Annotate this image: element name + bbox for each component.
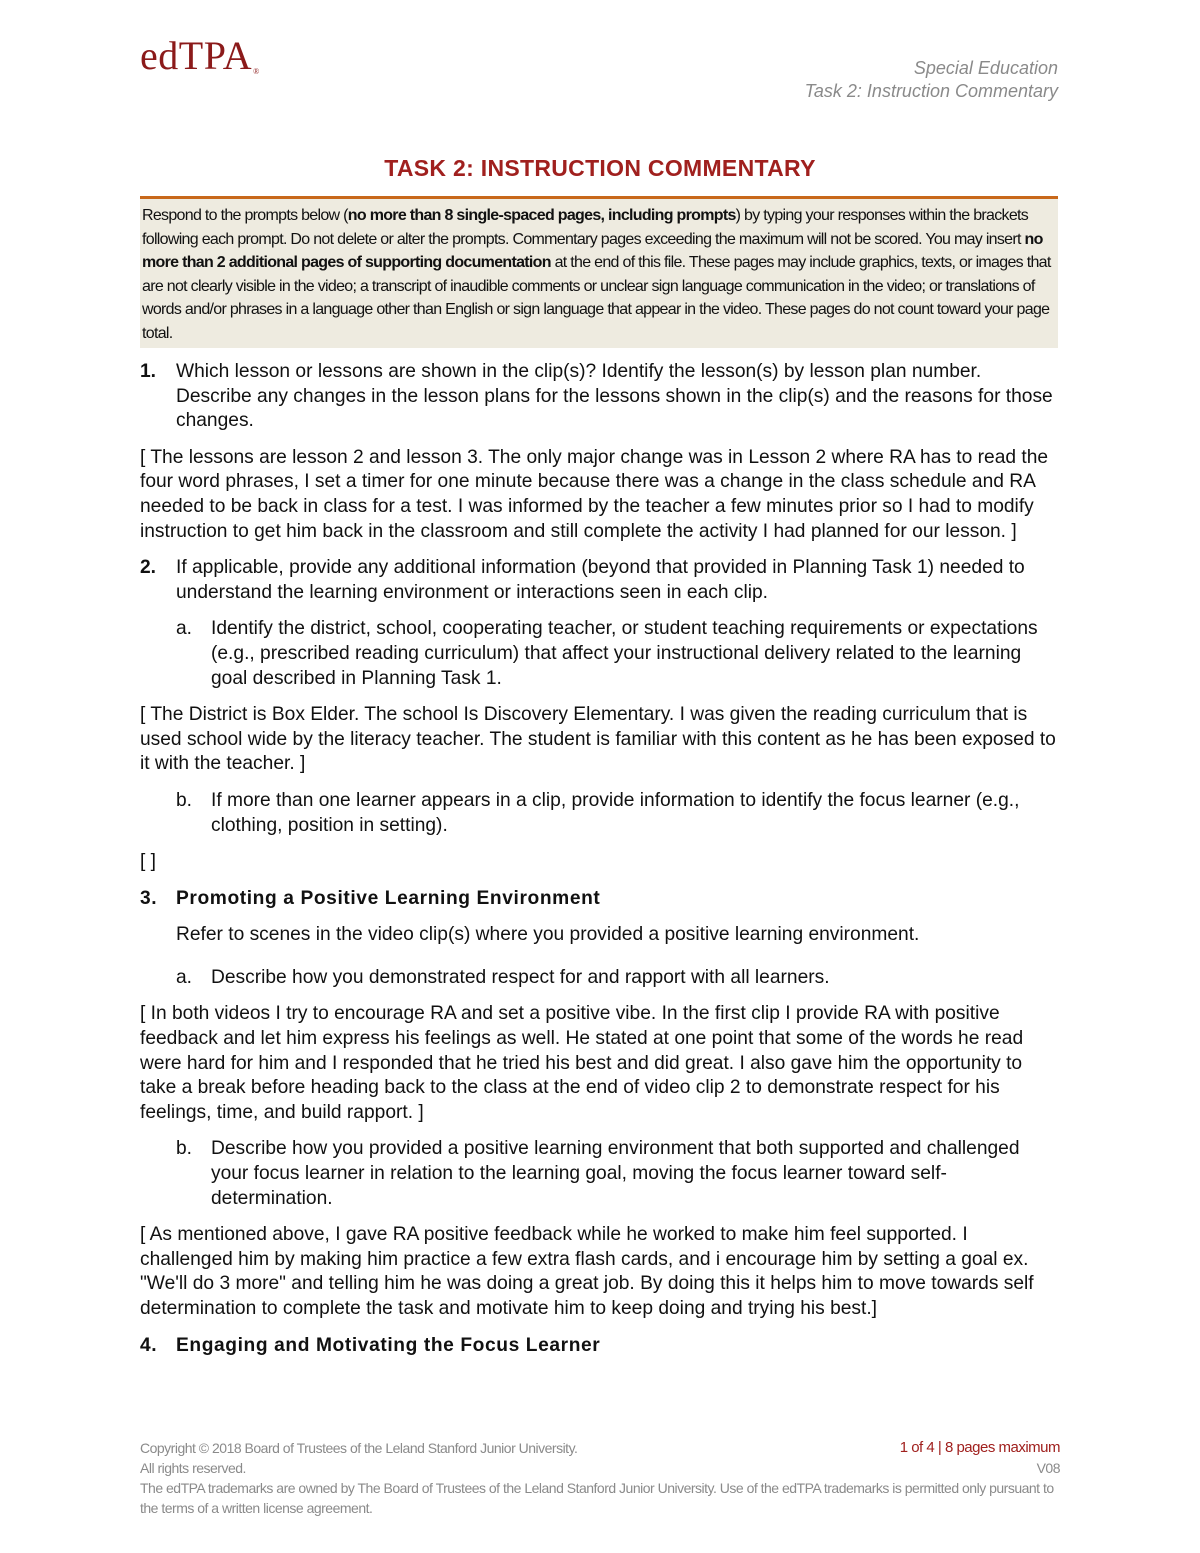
response-2b[interactable]: [ ] (140, 851, 156, 873)
edtpa-logo (140, 33, 260, 78)
response-1[interactable]: [ The lessons are lesson 2 and lesson 3. The only major change was in Lesson 2 where RA has to read the four word phrases, I set a timer for one minute because there was a change in the class schedule and RA needed to be back in class for a test. I was informed by the teacher a few minutes prior so I had to modify instruction to get him back in the classroom and still complete the activity I had planned for our lesson. ] (140, 446, 1049, 542)
logo-text: edTPA (140, 33, 253, 78)
footer-right (900, 1438, 1060, 1478)
footer-copyright: Copyright © 2018 Board of Trustees of the Leland Stanford Junior University. (140, 1440, 578, 1456)
prompt-number: 2. (140, 557, 157, 579)
subprompt-text: Identify the district, school, cooperating teacher, or student teaching requirements or expectations (e.g., prescribed reading curriculum) that affect your instructional delivery related to the learning goal described in Planning Task 1. (211, 618, 1038, 689)
prompt-3-intro: Refer to scenes in the video clip(s) where you provided a positive learning environment. (176, 924, 920, 946)
subprompt-text: If more than one learner appears in a clip, provide information to identify the focus learner (e.g., clothing, position in setting). (211, 789, 1020, 836)
logo-trademark: ® (253, 67, 260, 76)
response-2a[interactable]: [ The District is Box Elder. The school Is Discovery Elementary. I was given the reading curriculum that is used school wide by the literacy teacher. The student is familiar with this content as he has been exposed to it with the teacher. ] (140, 704, 1056, 775)
commentary-body (140, 360, 1060, 1370)
prompt-heading: Promoting a Positive Learning Environment (176, 887, 601, 909)
subprompt-letter: a. (176, 966, 193, 988)
page-footer (140, 1438, 1060, 1518)
page-title: TASK 2: INSTRUCTION COMMENTARY (384, 155, 816, 181)
version-label: V08 (1036, 1460, 1060, 1476)
prompt-2a (140, 617, 1060, 691)
page-count: 1 of 4 | 8 pages maximum (899, 1439, 1060, 1456)
prompt-4 (140, 1334, 1060, 1359)
prompt-3 (140, 887, 1060, 912)
subprompt-letter: a. (176, 618, 193, 640)
header-task: Task 2: Instruction Commentary (804, 81, 1058, 101)
instructions-text-2: ) by typing your responses within the brackets following each prompt. Do not delete or alter the prompts. Commentary pages exceeding the maximum will not be scored. You may insert (142, 207, 1029, 248)
response-3a[interactable]: [ In both videos I try to encourage RA and set a positive vibe. In the first clip I provide RA with positive feedback and let him express his feelings as well. He stated at one point that some of the words he read were hard for him and I responded that he tried his best and did great. I also gave him the opportunity to take a break before heading back to the class at the end of video clip 2 to demonstrate respect for his feelings, time, and build rapport. ] (140, 1003, 1024, 1123)
footer-trademark: The edTPA trademarks are owned by The Board of Trustees of the Leland Stanford Junior University. Use of the edTPA trademarks is permitted only pursuant to the terms of a written license agreement. (140, 1480, 1054, 1516)
instructions-box (140, 196, 1058, 348)
instructions-bold-1: no more than 8 single-spaced pages, including prompts (347, 207, 736, 224)
subprompt-letter: b. (176, 1138, 193, 1160)
prompt-1 (140, 360, 1060, 434)
prompt-number: 4. (140, 1334, 158, 1356)
prompt-number: 3. (140, 887, 158, 909)
instructions-bold-2: no more than 2 additional pages of supporting documentation (142, 230, 1043, 272)
prompt-3b (140, 1137, 1060, 1211)
prompt-text: Which lesson or lessons are shown in the clip(s)? Identify the lesson(s) by lesson plan number. Describe any changes in the lesson plans for the lessons shown in the clip(s) and the reasons for those changes. (176, 361, 1053, 432)
footer-rights: All rights reserved. (140, 1460, 246, 1476)
prompt-number: 1. (140, 361, 157, 382)
subprompt-text: Describe how you provided a positive learning environment that both supported and challenged your focus learner in relation to the learning goal, moving the focus learner toward self-determination. (211, 1138, 1020, 1209)
prompt-2 (140, 556, 1060, 605)
prompt-3a (140, 966, 1060, 991)
header-subject: Special Education (913, 58, 1058, 78)
subprompt-text: Describe how you demonstrated respect for and rapport with all learners. (211, 966, 830, 988)
instructions-text-1: Respond to the prompts below ( (142, 207, 348, 224)
running-header (805, 57, 1058, 103)
prompt-text: If applicable, provide any additional information (beyond that provided in Planning Task 1) needed to understand the learning environment or interactions seen in each clip. (176, 557, 1025, 603)
prompt-2b (140, 789, 1060, 838)
subprompt-letter: b. (176, 789, 193, 811)
response-3b[interactable]: [ As mentioned above, I gave RA positive feedback while he worked to make him feel supported. I challenged him by making him practice a few extra flash cards, and i encourage him by setting a goal ex. "We'll do 3 more" and telling him he was doing a great job. By doing this it helps him to move towards self determination to complete the task and motivate him to keep doing and trying his best.] (140, 1224, 1034, 1319)
prompt-heading: Engaging and Motivating the Focus Learner (176, 1334, 601, 1356)
instructions-text-3: at the end of this file. These pages may include graphics, texts, or images that are not clearly visible in the video; a transcript of inaudible comments or unclear sign language communication in the video; or translations of words and/or phrases in a language other than English or sign language that appear in the video. These pages do not count toward your page total. (142, 254, 1051, 342)
